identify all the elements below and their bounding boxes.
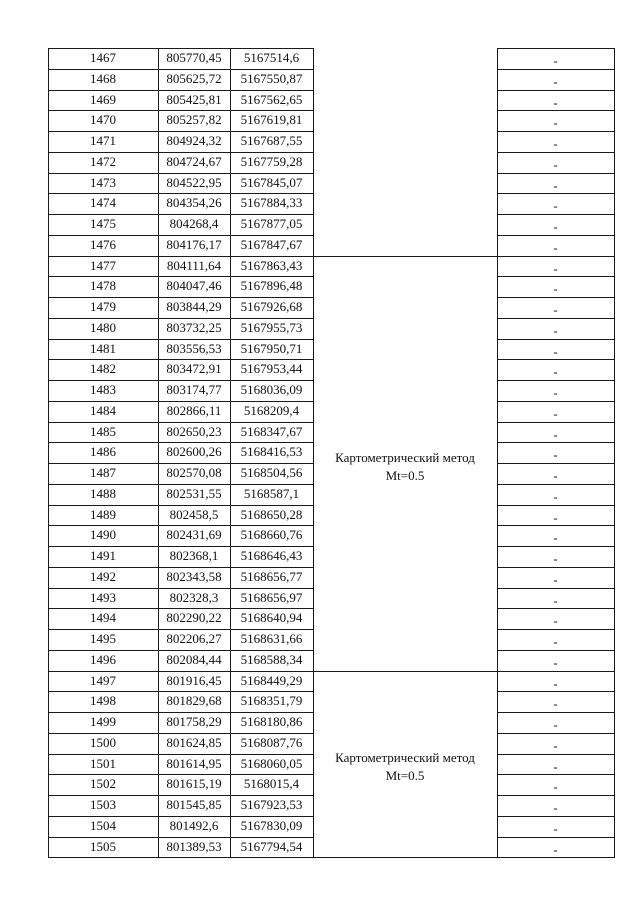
row-border (497, 339, 615, 340)
row-border (497, 588, 615, 589)
row-border (48, 525, 313, 526)
coord-y: 5167794,54 (240, 838, 303, 854)
method-label: Картометрический метод (335, 750, 475, 765)
row-border (497, 733, 615, 734)
coord-x: 804354,26 (166, 195, 222, 211)
row-border (497, 754, 615, 755)
point-number: 1476 (90, 236, 116, 252)
coord-x: 802328,3 (169, 589, 219, 605)
point-number: 1486 (90, 444, 116, 460)
coord-y: 5167926,68 (240, 299, 303, 314)
row-border (497, 69, 615, 70)
coord-x: 801829,68 (166, 693, 222, 709)
row-border (497, 173, 615, 174)
coord-y: 5168416,53 (240, 444, 303, 460)
point-number: 1491 (90, 548, 116, 563)
point-number: 1471 (90, 133, 116, 148)
point-number: 1504 (90, 817, 116, 833)
row-border (497, 567, 615, 568)
value-dash: - (553, 654, 558, 670)
row-border (48, 110, 313, 111)
row-border (497, 816, 615, 817)
value-dash: - (553, 758, 558, 774)
coord-y: 5168060,05 (240, 755, 303, 771)
point-number: 1498 (90, 693, 116, 709)
coord-x: 801624,85 (166, 734, 222, 750)
coord-x: 802431,69 (166, 527, 222, 543)
coord-y: 5168640,94 (240, 610, 303, 626)
row-border (497, 837, 615, 838)
value-dash: - (553, 488, 558, 504)
point-number: 1502 (90, 776, 116, 792)
value-dash: - (553, 53, 558, 68)
row-border (48, 442, 313, 443)
value-dash: - (553, 260, 558, 276)
coord-x: 802343,58 (166, 568, 222, 584)
coord-x: 801614,95 (166, 755, 222, 771)
row-border (48, 712, 313, 713)
coord-y: 5168631,66 (240, 631, 303, 646)
row-border (48, 131, 313, 132)
coord-x: 805257,82 (166, 112, 222, 128)
coord-x: 804268,4 (169, 216, 219, 231)
value-dash: - (553, 94, 558, 110)
value-dash: - (553, 841, 558, 857)
point-number: 1479 (90, 299, 116, 314)
coord-x: 804522,95 (166, 174, 222, 190)
row-border (48, 297, 313, 298)
coord-y: 5168656,77 (240, 568, 303, 584)
coord-y: 5167955,73 (240, 319, 303, 335)
point-number: 1469 (90, 91, 116, 107)
coord-y: 5167845,07 (240, 174, 303, 190)
coord-x: 802458,5 (169, 506, 219, 522)
coord-y: 5168180,86 (240, 714, 303, 729)
point-number: 1490 (90, 527, 116, 543)
coord-x: 801492,6 (169, 817, 219, 833)
row-border (497, 90, 615, 91)
point-number: 1481 (90, 340, 116, 356)
coord-x: 801758,29 (166, 714, 222, 729)
coord-y: 5168588,34 (240, 651, 303, 667)
coord-x: 804724,67 (166, 153, 222, 169)
point-number: 1495 (90, 631, 116, 646)
row-border (48, 214, 313, 215)
method-cell-group-2 (313, 749, 497, 785)
value-dash: - (553, 405, 558, 421)
method-cell-group-1 (313, 449, 497, 485)
value-dash: - (553, 156, 558, 172)
point-number: 1492 (90, 568, 116, 584)
row-border (497, 152, 615, 153)
point-number: 1467 (90, 50, 116, 65)
point-number: 1494 (90, 610, 116, 626)
value-dash: - (553, 613, 558, 629)
point-number: 1473 (90, 174, 116, 190)
point-number: 1503 (90, 797, 116, 812)
coord-y: 5167877,05 (240, 216, 303, 231)
coord-x: 801615,19 (166, 776, 222, 792)
coord-x: 801389,53 (166, 838, 222, 854)
coord-y: 5167884,33 (240, 195, 303, 211)
coord-x: 802206,27 (166, 631, 222, 646)
value-dash: - (553, 115, 558, 131)
coord-x: 802084,44 (166, 651, 222, 667)
point-number: 1485 (90, 423, 116, 439)
point-number: 1475 (90, 216, 116, 231)
coord-y: 5168015,4 (243, 776, 300, 792)
point-number: 1472 (90, 153, 116, 169)
row-border (497, 650, 615, 651)
coord-x: 804924,32 (166, 133, 222, 148)
row-border (497, 318, 615, 319)
row-border (48, 193, 313, 194)
coord-y: 5168646,43 (240, 548, 303, 563)
value-dash: - (553, 737, 558, 753)
value-dash: - (553, 177, 558, 193)
coord-y: 5167896,48 (240, 278, 303, 294)
point-number: 1487 (90, 465, 116, 480)
row-border (497, 484, 615, 485)
row-border (48, 691, 313, 692)
coord-x: 803174,77 (166, 382, 222, 397)
coord-x: 801545,85 (166, 797, 222, 812)
coord-y: 5167847,67 (240, 236, 303, 252)
row-border (48, 546, 313, 547)
coord-y: 5168209,4 (243, 402, 300, 418)
row-border (48, 608, 313, 609)
point-number: 1482 (90, 361, 116, 377)
value-dash: - (553, 509, 558, 525)
value-dash: - (553, 779, 558, 795)
coord-y: 5168650,28 (240, 506, 303, 522)
point-number: 1477 (90, 257, 116, 273)
value-dash: - (553, 675, 558, 691)
coord-y: 5168587,1 (243, 485, 300, 501)
value-dash: - (553, 302, 558, 317)
value-dash: - (553, 73, 558, 89)
precision-label: Mt=0.5 (385, 468, 425, 483)
point-number: 1497 (90, 672, 116, 688)
point-number: 1478 (90, 278, 116, 294)
coord-x: 802531,55 (166, 485, 222, 501)
coord-y: 5167863,43 (240, 257, 303, 273)
value-dash: - (553, 322, 558, 338)
point-number: 1468 (90, 70, 116, 86)
coord-y: 5168351,79 (240, 693, 303, 709)
row-border (48, 380, 313, 381)
point-number: 1505 (90, 838, 116, 854)
coord-x: 804176,17 (166, 236, 222, 252)
coord-x: 805770,45 (166, 50, 222, 65)
value-dash: - (553, 198, 558, 214)
row-border (497, 505, 615, 506)
point-number: 1500 (90, 734, 116, 750)
point-number: 1489 (90, 506, 116, 522)
coord-y: 5168347,67 (240, 423, 303, 439)
row-border (497, 48, 615, 49)
coord-y: 5168036,09 (240, 382, 303, 397)
value-dash: - (553, 634, 558, 649)
value-dash: - (553, 717, 558, 732)
row-border (48, 774, 313, 775)
coord-x: 805425,81 (166, 91, 222, 107)
coord-y: 5168660,76 (240, 527, 303, 543)
coord-y: 5168504,56 (240, 465, 303, 480)
coord-y: 5167923,53 (240, 797, 303, 812)
coord-x: 802866,11 (166, 402, 222, 418)
point-number: 1470 (90, 112, 116, 128)
point-number: 1499 (90, 714, 116, 729)
point-number: 1474 (90, 195, 116, 211)
row-border (497, 235, 615, 236)
value-dash: - (553, 136, 558, 151)
coord-x: 803732,25 (166, 319, 222, 335)
point-number: 1480 (90, 319, 116, 335)
value-dash: - (553, 343, 558, 359)
coord-y: 5167830,09 (240, 817, 303, 833)
method-label: Картометрический метод (335, 450, 475, 465)
value-dash: - (553, 468, 558, 483)
coord-x: 802570,08 (166, 465, 222, 480)
coord-y: 5167514,6 (243, 50, 300, 65)
coord-x: 802290,22 (166, 610, 222, 626)
value-dash: - (553, 551, 558, 566)
coord-y: 5167759,28 (240, 153, 303, 169)
point-number: 1496 (90, 651, 116, 667)
coord-y: 5167953,44 (240, 361, 303, 377)
coord-x: 802368,1 (169, 548, 219, 563)
coord-x: 802650,23 (166, 423, 222, 439)
coord-y: 5167550,87 (240, 70, 303, 86)
value-dash: - (553, 592, 558, 608)
column-border-5 (614, 48, 615, 858)
coord-y: 5168656,97 (240, 589, 303, 605)
value-dash: - (553, 364, 558, 380)
value-dash: - (553, 447, 558, 463)
value-dash: - (553, 426, 558, 442)
coord-y: 5168449,29 (240, 672, 303, 688)
coord-y: 5168087,76 (240, 734, 303, 750)
coord-y: 5167950,71 (240, 340, 303, 356)
row-border (497, 422, 615, 423)
point-number: 1493 (90, 589, 116, 605)
value-dash: - (553, 696, 558, 712)
point-number: 1483 (90, 382, 116, 397)
coord-x: 804047,46 (166, 278, 222, 294)
coord-y: 5167687,55 (240, 133, 303, 148)
value-dash: - (553, 239, 558, 255)
row-border (497, 401, 615, 402)
coord-x: 802600,26 (166, 444, 222, 460)
point-number: 1488 (90, 485, 116, 501)
row-border (48, 359, 313, 360)
row-border (48, 629, 313, 630)
value-dash: - (553, 385, 558, 400)
row-border (48, 48, 313, 49)
coord-y: 5167619,81 (240, 112, 303, 128)
value-dash: - (553, 219, 558, 234)
coord-x: 803556,53 (166, 340, 222, 356)
point-number: 1484 (90, 402, 116, 418)
coord-x: 803844,29 (166, 299, 222, 314)
value-dash: - (553, 530, 558, 546)
precision-label: Mt=0.5 (385, 768, 425, 783)
row-border (48, 795, 313, 796)
coord-y: 5167562,65 (240, 91, 303, 107)
coord-x: 805625,72 (166, 70, 222, 86)
coord-x: 804111,64 (166, 257, 222, 273)
value-dash: - (553, 281, 558, 297)
value-dash: - (553, 571, 558, 587)
coord-x: 801916,45 (166, 672, 222, 688)
row-border (48, 463, 313, 464)
coord-x: 803472,91 (166, 361, 222, 377)
value-dash: - (553, 800, 558, 815)
point-number: 1501 (90, 755, 116, 771)
row-border (48, 276, 313, 277)
value-dash: - (553, 820, 558, 836)
